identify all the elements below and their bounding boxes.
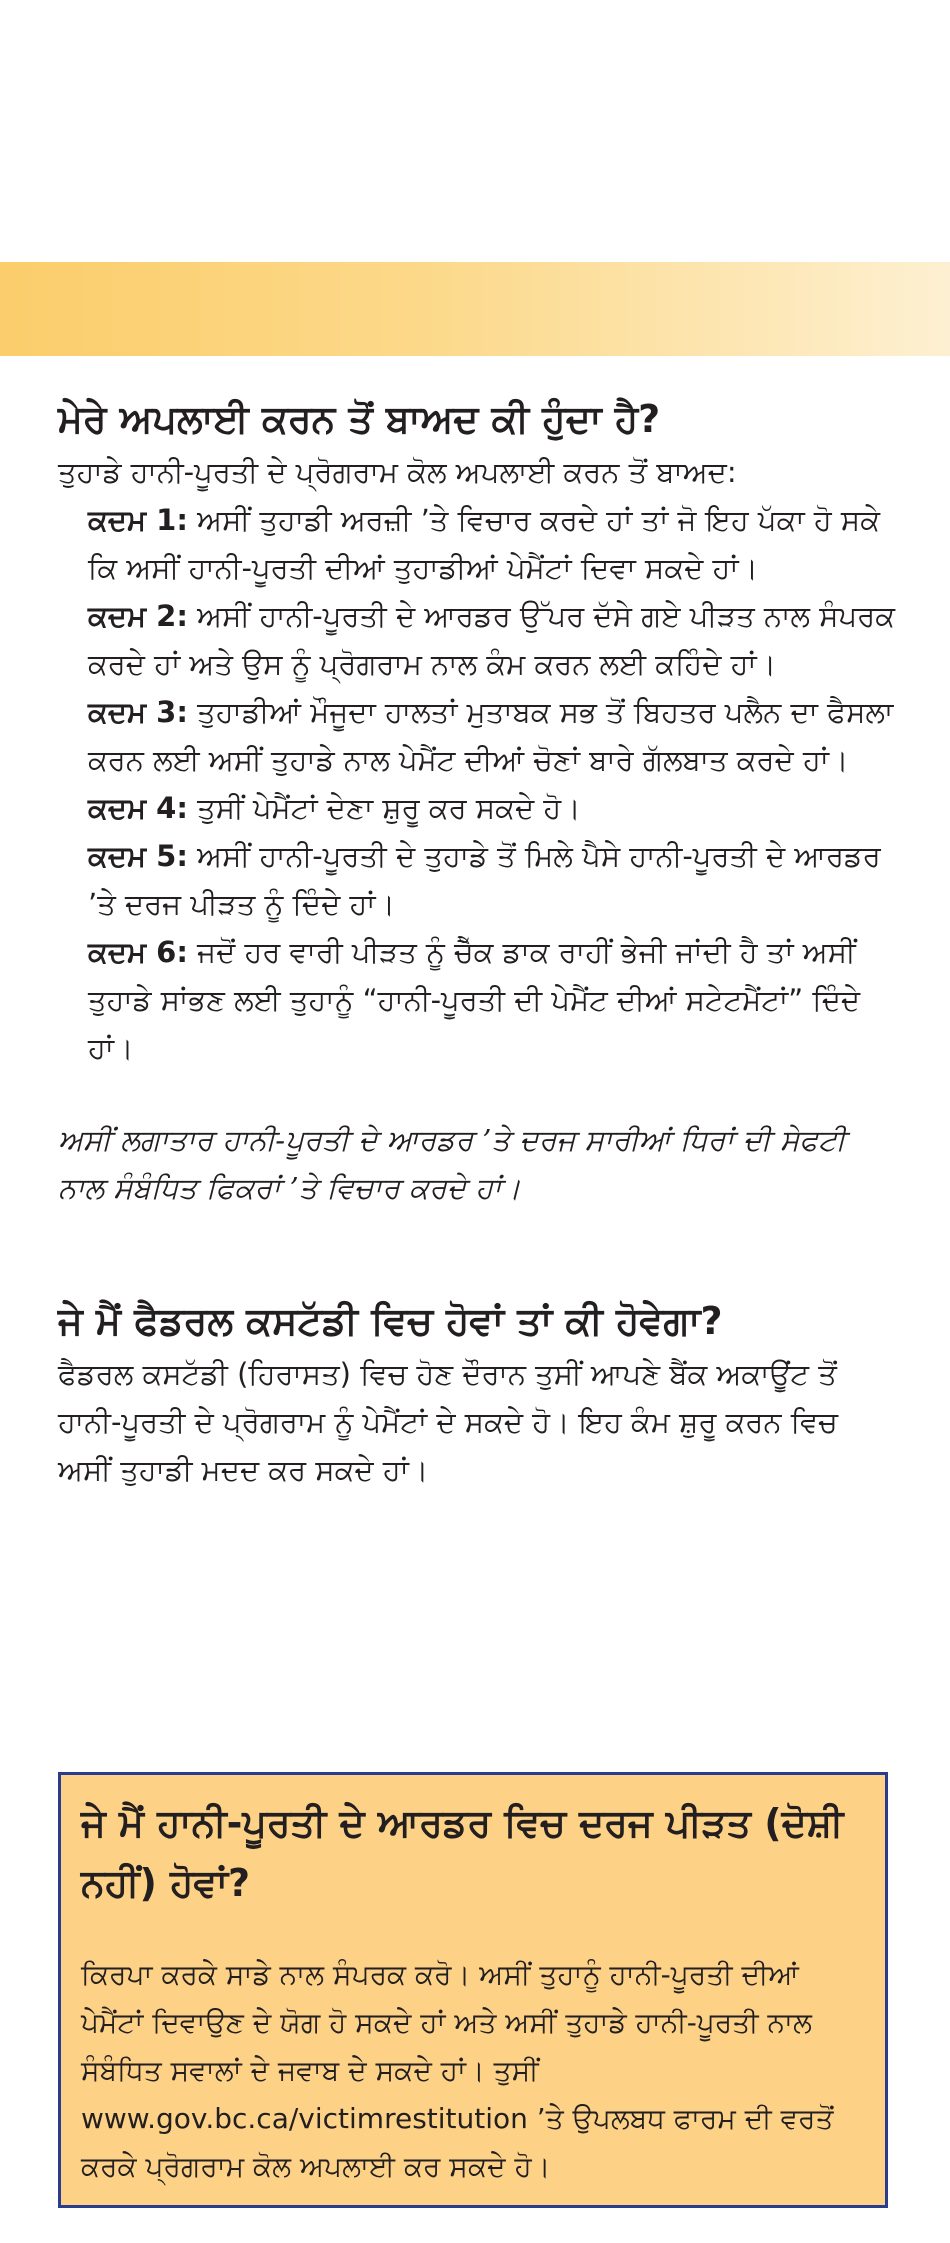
step-text: ਅਸੀਂ ਤੁਹਾਡੀ ਅਰਜ਼ੀ ’ਤੇ ਵਿਚਾਰ ਕਰਦੇ ਹਾਂ ਤਾਂ ਜੋ ਇਹ ਪੱਕਾ ਹੋ ਸਕੇ ਕਿ ਅਸੀਂ ਹਾਨੀ-ਪੂਰਤੀ ਦੀਆਂ ਤੁਹਾਡੀਆਂ ਪੇਮੈਂਟਾਂ ਦਿਵਾ ਸਕਦੇ ਹਾਂ।: [88, 503, 881, 585]
step-1: [88, 496, 898, 592]
main-content: [58, 390, 898, 1494]
callout-text: ਕਿਰਪਾ ਕਰਕੇ ਸਾਡੇ ਨਾਲ ਸੰਪਰਕ ਕਰੋ। ਅਸੀਂ ਤੁਹਾਨੂੰ ਹਾਨੀ-ਪੂਰਤੀ ਦੀਆਂ ਪੇਮੈਂਟਾਂ ਦਿਵਾਉਣ ਦੇ ਯੋਗ ਹੋ ਸਕਦੇ ਹਾਂ ਅਤੇ ਅਸੀਂ ਤੁਹਾਡੇ ਹਾਨੀ-ਪੂਰਤੀ ਨਾਲ ਸੰਬੰਧਿਤ ਸਵਾਲਾਂ ਦੇ ਜਵਾਬ ਦੇ ਸਕਦੇ ਹਾਂ। ਤੁਸੀਂ www.gov.bc.ca/victimrestitution ’ਤੇ ਉਪਲਬਧ ਫਾਰਮ ਦੀ ਵਰਤੋਂ ਕਰਕੇ ਪ੍ਰੋਗਰਾਮ ਕੋਲ ਅਪਲਾਈ ਕਰ ਸਕਦੇ ਹੋ।: [81, 1958, 834, 2183]
step-3: [88, 688, 898, 784]
step-text: ਅਸੀਂ ਹਾਨੀ-ਪੂਰਤੀ ਦੇ ਤੁਹਾਡੇ ਤੋਂ ਮਿਲੇ ਪੈਸੇ ਹਾਨੀ-ਪੂਰਤੀ ਦੇ ਆਰਡਰ ’ਤੇ ਦਰਜ ਪੀੜਤ ਨੂੰ ਦਿੰਦੇ ਹਾਂ।: [88, 839, 881, 921]
step-label: ਕਦਮ 6:: [88, 935, 188, 969]
step-label: ਕਦਮ 3:: [88, 695, 188, 729]
step-text: ਤੁਹਾਡੀਆਂ ਮੌਜੂਦਾ ਹਾਲਤਾਂ ਮੁਤਾਬਕ ਸਭ ਤੋਂ ਬਿਹਤਰ ਪਲੈਨ ਦਾ ਫੈਸਲਾ ਕਰਨ ਲਈ ਅਸੀਂ ਤੁਹਾਡੇ ਨਾਲ ਪੇਮੈਂਟ ਦੀਆਂ ਚੋਣਾਂ ਬਾਰੇ ਗੱਲਬਾਤ ਕਰਦੇ ਹਾਂ।: [88, 695, 894, 777]
federal-custody-section: [58, 1292, 898, 1494]
step-text: ਤੁਸੀਂ ਪੇਮੈਂਟਾਂ ਦੇਣਾ ਸ਼ੁਰੂ ਕਰ ਸਕਦੇ ਹੋ।: [197, 791, 581, 825]
step-label: ਕਦਮ 4:: [88, 791, 188, 825]
step-label: ਕਦਮ 1:: [88, 503, 188, 537]
step-label: ਕਦਮ 5:: [88, 839, 188, 873]
steps-list: [58, 496, 898, 1072]
federal-custody-heading: ਜੇ ਮੈਂ ਫੈਡਰਲ ਕਸਟੱਡੀ ਵਿਚ ਹੋਵਾਂ ਤਾਂ ਕੀ ਹੋਵੇਗਾ?: [58, 1299, 723, 1343]
step-label: ਕਦਮ 2:: [88, 599, 188, 633]
callout-heading: ਜੇ ਮੈਂ ਹਾਨੀ-ਪੂਰਤੀ ਦੇ ਆਰਡਰ ਵਿਚ ਦਰਜ ਪੀੜਤ (ਦੋਸ਼ੀ ਨਹੀਂ) ਹੋਵਾਂ?: [81, 1801, 844, 1905]
decorative-banner: [0, 262, 950, 356]
step-4: [88, 784, 898, 832]
after-apply-intro: ਤੁਹਾਡੇ ਹਾਨੀ-ਪੂਰਤੀ ਦੇ ਪ੍ਰੋਗਰਾਮ ਕੋਲ ਅਪਲਾਈ ਕਰਨ ਤੋਂ ਬਾਅਦ:: [58, 455, 737, 489]
federal-custody-text: ਫੈਡਰਲ ਕਸਟੱਡੀ (ਹਿਰਾਸਤ) ਵਿਚ ਹੋਣ ਦੌਰਾਨ ਤੁਸੀਂ ਆਪਣੇ ਬੈਂਕ ਅਕਾਊਂਟ ਤੋਂ ਹਾਨੀ-ਪੂਰਤੀ ਦੇ ਪ੍ਰੋਗਰਾਮ ਨੂੰ ਪੇਮੈਂਟਾਂ ਦੇ ਸਕਦੇ ਹੋ। ਇਹ ਕੰਮ ਸ਼ੁਰੂ ਕਰਨ ਵਿਚ ਅਸੀਂ ਤੁਹਾਡੀ ਮਦਦ ਕਰ ਸਕਦੇ ਹਾਂ।: [58, 1357, 838, 1487]
after-apply-heading: ਮੇਰੇ ਅਪਲਾਈ ਕਰਨ ਤੋਂ ਬਾਅਦ ਕੀ ਹੁੰਦਾ ਹੈ?: [58, 397, 661, 441]
step-text: ਜਦੋਂ ਹਰ ਵਾਰੀ ਪੀੜਤ ਨੂੰ ਚੈੱਕ ਡਾਕ ਰਾਹੀਂ ਭੇਜੀ ਜਾਂਦੀ ਹੈ ਤਾਂ ਅਸੀਂ ਤੁਹਾਡੇ ਸਾਂਭਣ ਲਈ ਤੁਹਾਨੂੰ “ਹਾਨੀ-ਪੂਰਤੀ ਦੀ ਪੇਮੈਂਟ ਦੀਆਂ ਸਟੇਟਮੈਂਟਾਂ” ਦਿੰਦੇ ਹਾਂ।: [88, 935, 861, 1065]
step-text: ਅਸੀਂ ਹਾਨੀ-ਪੂਰਤੀ ਦੇ ਆਰਡਰ ਉੱਪਰ ਦੱਸੇ ਗਏ ਪੀੜਤ ਨਾਲ ਸੰਪਰਕ ਕਰਦੇ ਹਾਂ ਅਤੇ ਉਸ ਨੂੰ ਪ੍ਰੋਗਰਾਮ ਨਾਲ ਕੰਮ ਕਰਨ ਲਈ ਕਹਿੰਦੇ ਹਾਂ।: [88, 599, 895, 681]
victim-callout-box: [58, 1772, 888, 2208]
step-6: [88, 928, 898, 1072]
step-5: [88, 832, 898, 928]
safety-note: ਅਸੀਂ ਲਗਾਤਾਰ ਹਾਨੀ-ਪੂਰਤੀ ਦੇ ਆਰਡਰ ’ਤੇ ਦਰਜ ਸਾਰੀਆਂ ਧਿਰਾਂ ਦੀ ਸੇਫਟੀ ਨਾਲ ਸੰਬੰਧਿਤ ਫਿਕਰਾਂ ’ਤੇ ਵਿਚਾਰ ਕਰਦੇ ਹਾਂ।: [58, 1123, 846, 1205]
step-2: [88, 592, 898, 688]
